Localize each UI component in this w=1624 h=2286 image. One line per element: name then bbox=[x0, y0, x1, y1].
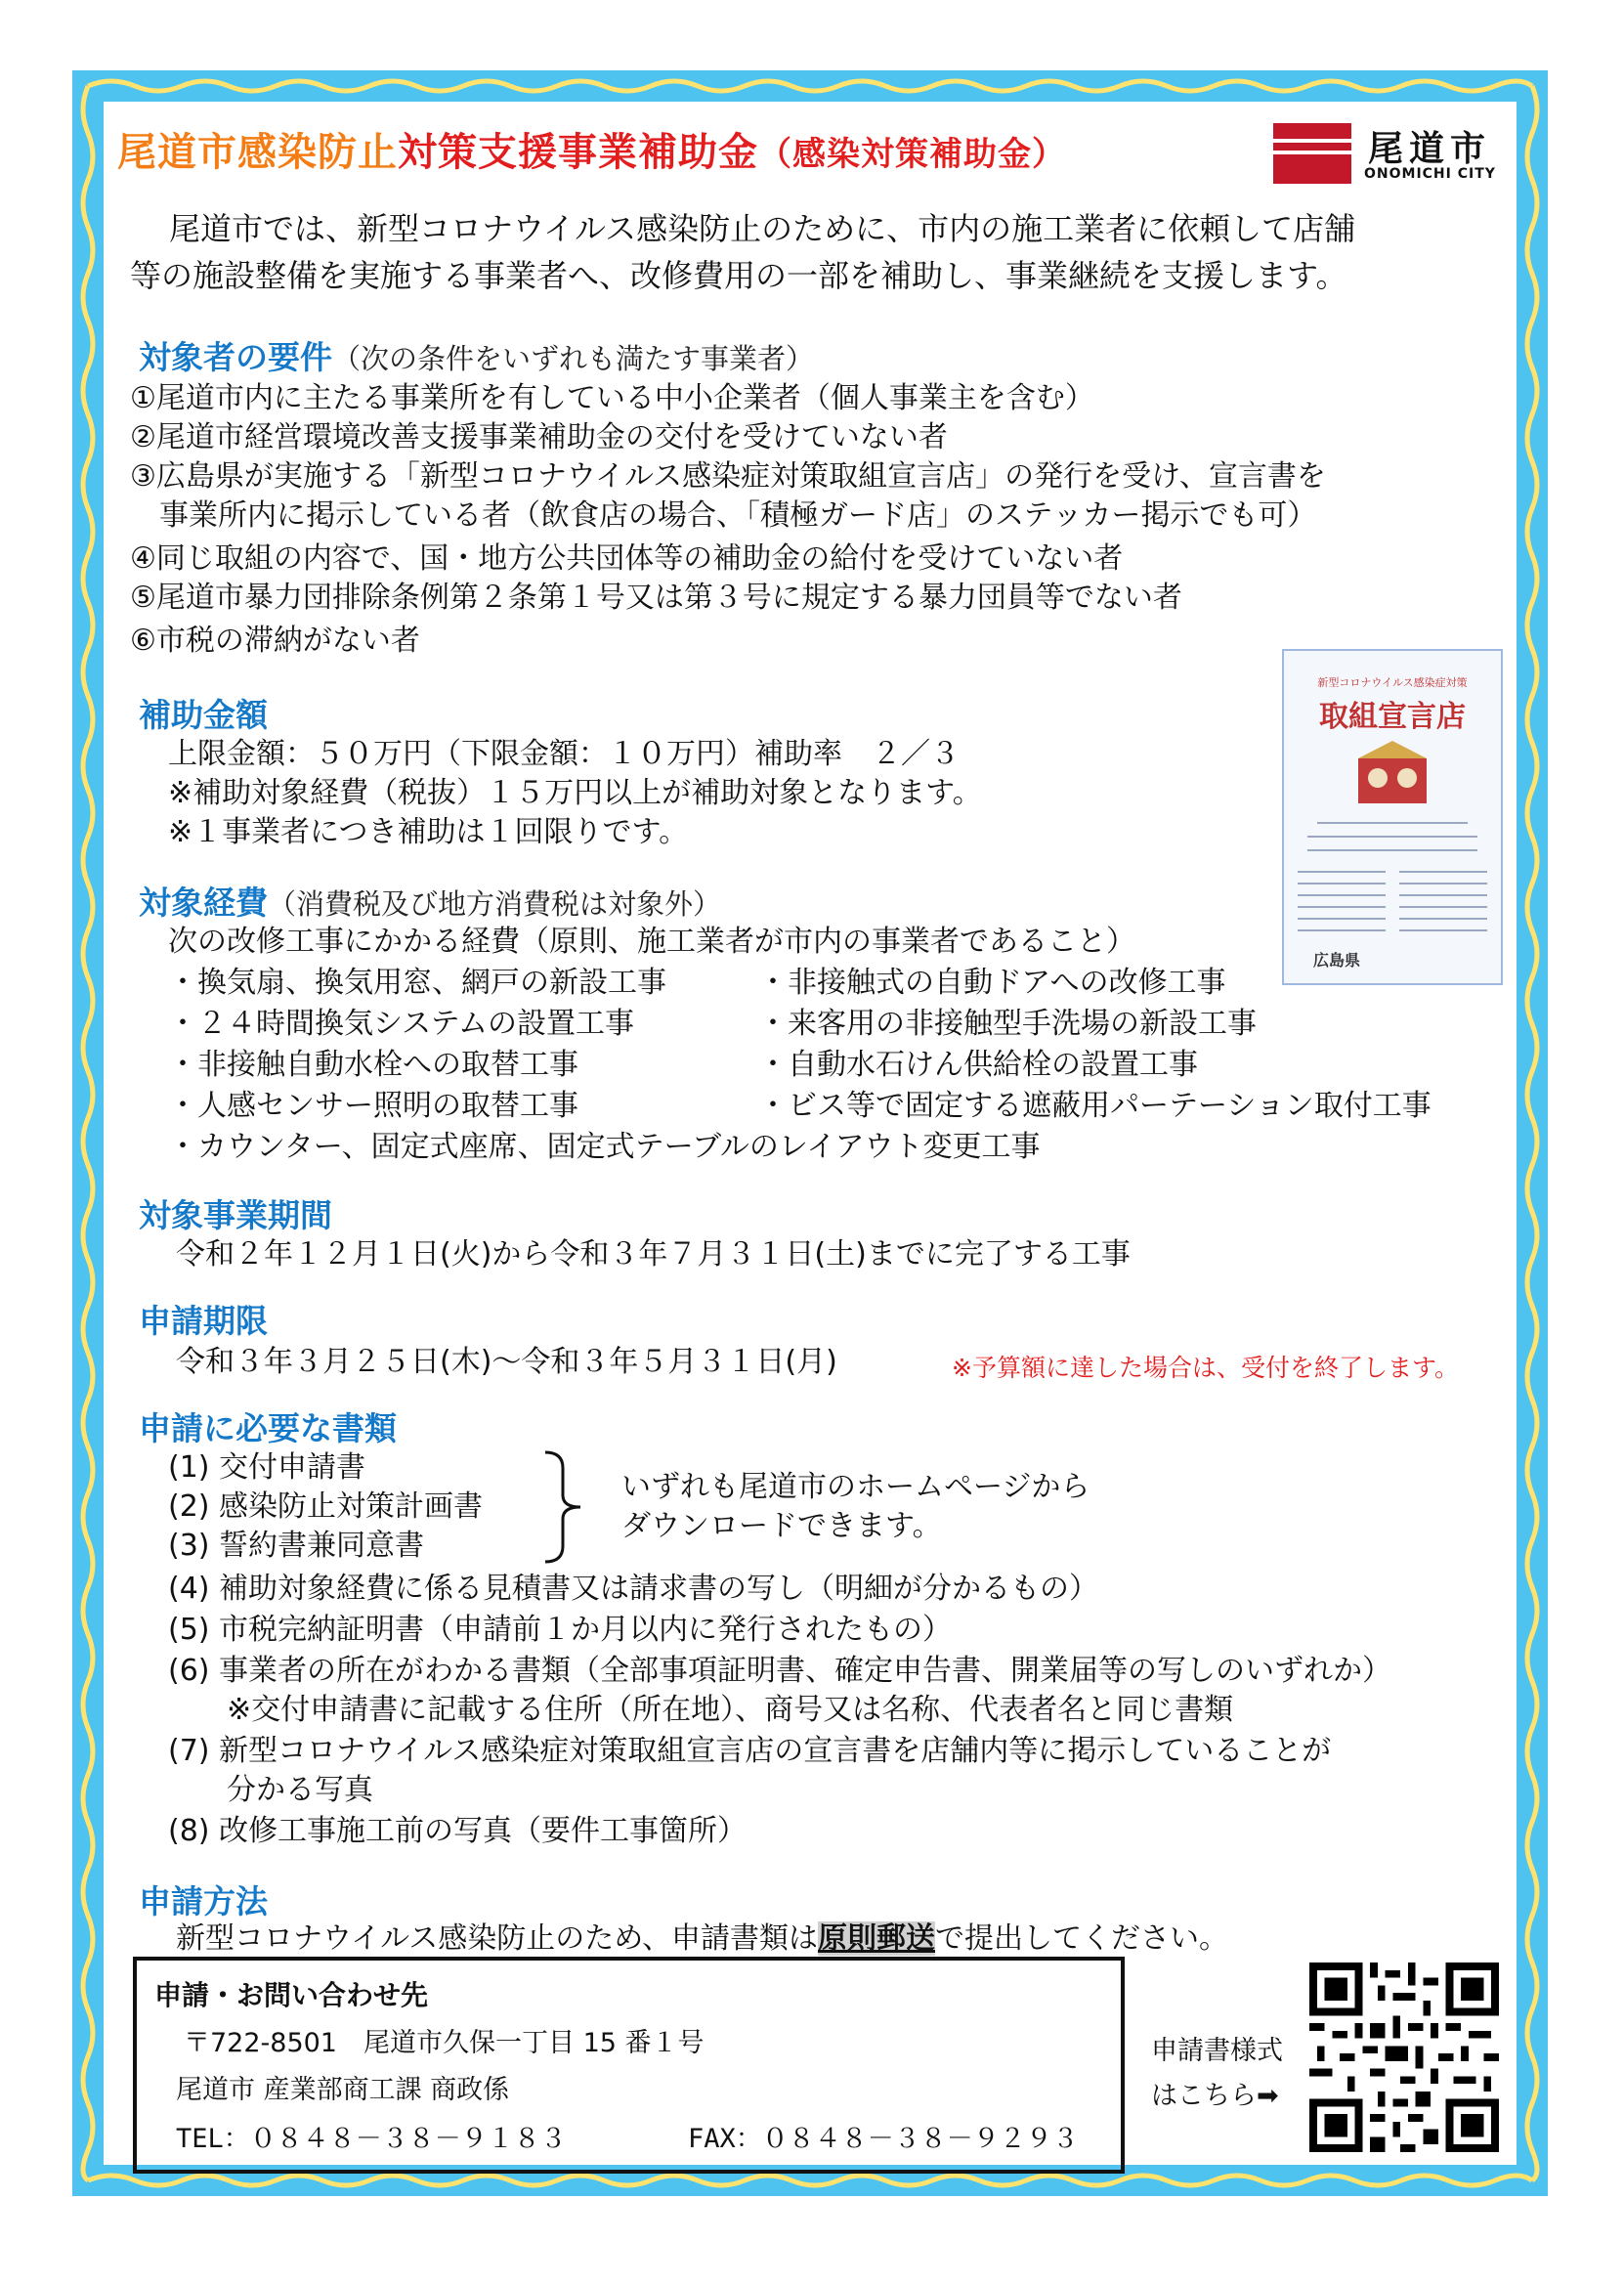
method-highlight: 原則郵送 bbox=[818, 1921, 935, 1956]
document-item: (3) 誓約書兼同意書 bbox=[168, 1529, 425, 1563]
page-title bbox=[117, 121, 1066, 177]
amount-line: 上限金額：５０万円（下限金額：１０万円）補助率 ２／３ bbox=[168, 737, 960, 771]
certificate-emblem-icon bbox=[1348, 739, 1436, 807]
documents-group-note-1: いずれも尾道市のホームページから bbox=[621, 1470, 1090, 1504]
method-text-before: 新型コロナウイルス感染防止のため、申請書類は bbox=[176, 1921, 818, 1956]
costs-note: （消費税及び地方消費税は対象外） bbox=[268, 887, 722, 921]
period-heading: 対象事業期間 bbox=[139, 1196, 332, 1234]
document-item: 分かる写真 bbox=[168, 1773, 373, 1807]
documents-heading: 申請に必要な書類 bbox=[139, 1409, 397, 1447]
cost-item-left: ・２４時間換気システムの設置工事 bbox=[168, 1007, 634, 1041]
cost-item-last: ・カウンター、固定式座席、固定式テーブルのレイアウト変更工事 bbox=[168, 1130, 1041, 1164]
requirement-item: ②尾道市経営環境改善支援事業補助金の交付を受けていない者 bbox=[130, 420, 948, 454]
contact-box bbox=[133, 1957, 1125, 2174]
qr-label-2: はこちら➡ bbox=[1151, 2081, 1279, 2111]
certificate-image bbox=[1282, 649, 1503, 985]
cost-item-left: ・非接触自動水栓への取替工事 bbox=[168, 1048, 578, 1082]
qr-label-1: 申請書様式 bbox=[1151, 2036, 1283, 2066]
contact-tel: TEL：０８４８－３８－９１８３ bbox=[176, 2124, 567, 2154]
method-text-after: で提出してください。 bbox=[935, 1921, 1228, 1956]
title-subtitle: （感染対策補助金） bbox=[758, 135, 1066, 174]
amount-line: ※補助対象経費（税抜）１５万円以上が補助対象となります。 bbox=[168, 776, 982, 810]
document-item: (8) 改修工事施工前の写真（要件工事箇所） bbox=[168, 1814, 748, 1848]
cost-item-right: ・ビス等で固定する遮蔽用パーテーション取付工事 bbox=[758, 1089, 1432, 1123]
cost-item-left: ・換気扇、換気用窓、網戸の新設工事 bbox=[168, 966, 666, 1000]
contact-address: 〒722-8501 尾道市久保一丁目 15 番１号 bbox=[184, 2028, 705, 2058]
requirements-note: （次の条件をいずれも満たす事業者） bbox=[332, 342, 815, 375]
document-item: (7) 新型コロナウイルス感染症対策取組宣言店の宣言書を店舗内等に掲示していることが bbox=[168, 1734, 1332, 1768]
logo-roman: ONOMICHI CITY bbox=[1364, 166, 1496, 182]
method-heading: 申請方法 bbox=[139, 1882, 268, 1920]
city-logo-icon bbox=[1273, 123, 1351, 184]
certificate-footer: 広島県 bbox=[1313, 951, 1361, 970]
costs-intro: 次の改修工事にかかる経費（原則、施工業者が市内の事業者であること） bbox=[168, 925, 1135, 959]
certificate-top-text: 新型コロナウイルス感染症対策 bbox=[1317, 676, 1468, 689]
intro-line-2: 等の施設整備を実施する事業者へ、改修費用の一部を補助し、事業継続を支援します。 bbox=[130, 257, 1347, 294]
document-item: (5) 市税完納証明書（申請前１か月以内に発行されたもの） bbox=[168, 1613, 953, 1647]
requirement-item: ⑥市税の滞納がない者 bbox=[130, 624, 420, 658]
requirements-title: 対象者の要件 bbox=[139, 338, 332, 376]
qr-code-icon[interactable] bbox=[1309, 1963, 1499, 2152]
certificate-text-lines bbox=[1298, 817, 1487, 954]
contact-fax: FAX：０８４８－３８－９２９３ bbox=[688, 2124, 1079, 2154]
title-part2: 対策支援事業補助金 bbox=[398, 130, 758, 175]
cost-item-left: ・人感センサー照明の取替工事 bbox=[168, 1089, 578, 1123]
cost-item-right: ・来客用の非接触型手洗場の新設工事 bbox=[758, 1007, 1257, 1041]
document-item: (4) 補助対象経費に係る見積書又は請求書の写し（明細が分かるもの） bbox=[168, 1572, 1099, 1606]
period-text: 令和２年１２月１日(火)から令和３年７月３１日(土)までに完了する工事 bbox=[176, 1237, 1131, 1272]
amount-heading: 補助金額 bbox=[139, 696, 268, 734]
logo-name: 尾道市 bbox=[1368, 129, 1492, 169]
document-item: (1) 交付申請書 bbox=[168, 1450, 366, 1485]
cost-item-right: ・非接触式の自動ドアへの改修工事 bbox=[758, 966, 1226, 1000]
costs-heading bbox=[139, 878, 721, 924]
document-item: (6) 事業者の所在がわかる書類（全部事項証明書、確定申告書、開業届等の写しのいずれか） bbox=[168, 1654, 1392, 1688]
requirement-item: ①尾道市内に主たる事業所を有している中小企業者（個人事業主を含む） bbox=[130, 381, 1094, 415]
certificate-title: 取組宣言店 bbox=[1319, 700, 1466, 734]
costs-title: 対象経費 bbox=[139, 884, 268, 922]
amount-line: ※１事業者につき補助は１回限りです。 bbox=[168, 815, 689, 849]
brace-icon bbox=[539, 1448, 588, 1566]
deadline-text: 令和３年３月２５日(木)～令和３年５月３１日(月) bbox=[176, 1345, 837, 1379]
deadline-note: ※予算額に達した場合は、受付を終了します。 bbox=[952, 1354, 1459, 1382]
intro-line-1: 尾道市では、新型コロナウイルス感染防止のために、市内の施工業者に依頼して店舗 bbox=[169, 210, 1356, 247]
cost-item-right: ・自動水石けん供給栓の設置工事 bbox=[758, 1048, 1198, 1082]
requirements-heading bbox=[139, 332, 814, 378]
contact-dept: 尾道市 産業部商工課 商政係 bbox=[176, 2075, 510, 2105]
documents-group-note-2: ダウンロードできます。 bbox=[621, 1509, 942, 1543]
requirement-item: ⑤尾道市暴力団排除条例第２条第１号又は第３号に規定する暴力団員等でない者 bbox=[130, 581, 1182, 615]
deadline-heading: 申請期限 bbox=[139, 1302, 268, 1340]
contact-heading: 申請・お問い合わせ先 bbox=[154, 1979, 429, 2011]
title-part1: 尾道市感染防止 bbox=[117, 130, 398, 175]
document-item: ※交付申請書に記載する住所（所在地）、商号又は名称、代表者名と同じ書類 bbox=[168, 1693, 1234, 1727]
requirement-item: 事業所内に掲示している者（飲食店の場合、「積極ガード店」のステッカー掲示でも可） bbox=[130, 498, 1317, 533]
requirement-item: ③広島県が実施する「新型コロナウイルス感染症対策取組宣言店」の発行を受け、宣言書を bbox=[130, 459, 1326, 494]
method-text bbox=[176, 1919, 1228, 1959]
requirement-item: ④同じ取組の内容で、国・地方公共団体等の補助金の給付を受けていない者 bbox=[130, 541, 1124, 576]
document-item: (2) 感染防止対策計画書 bbox=[168, 1489, 484, 1524]
